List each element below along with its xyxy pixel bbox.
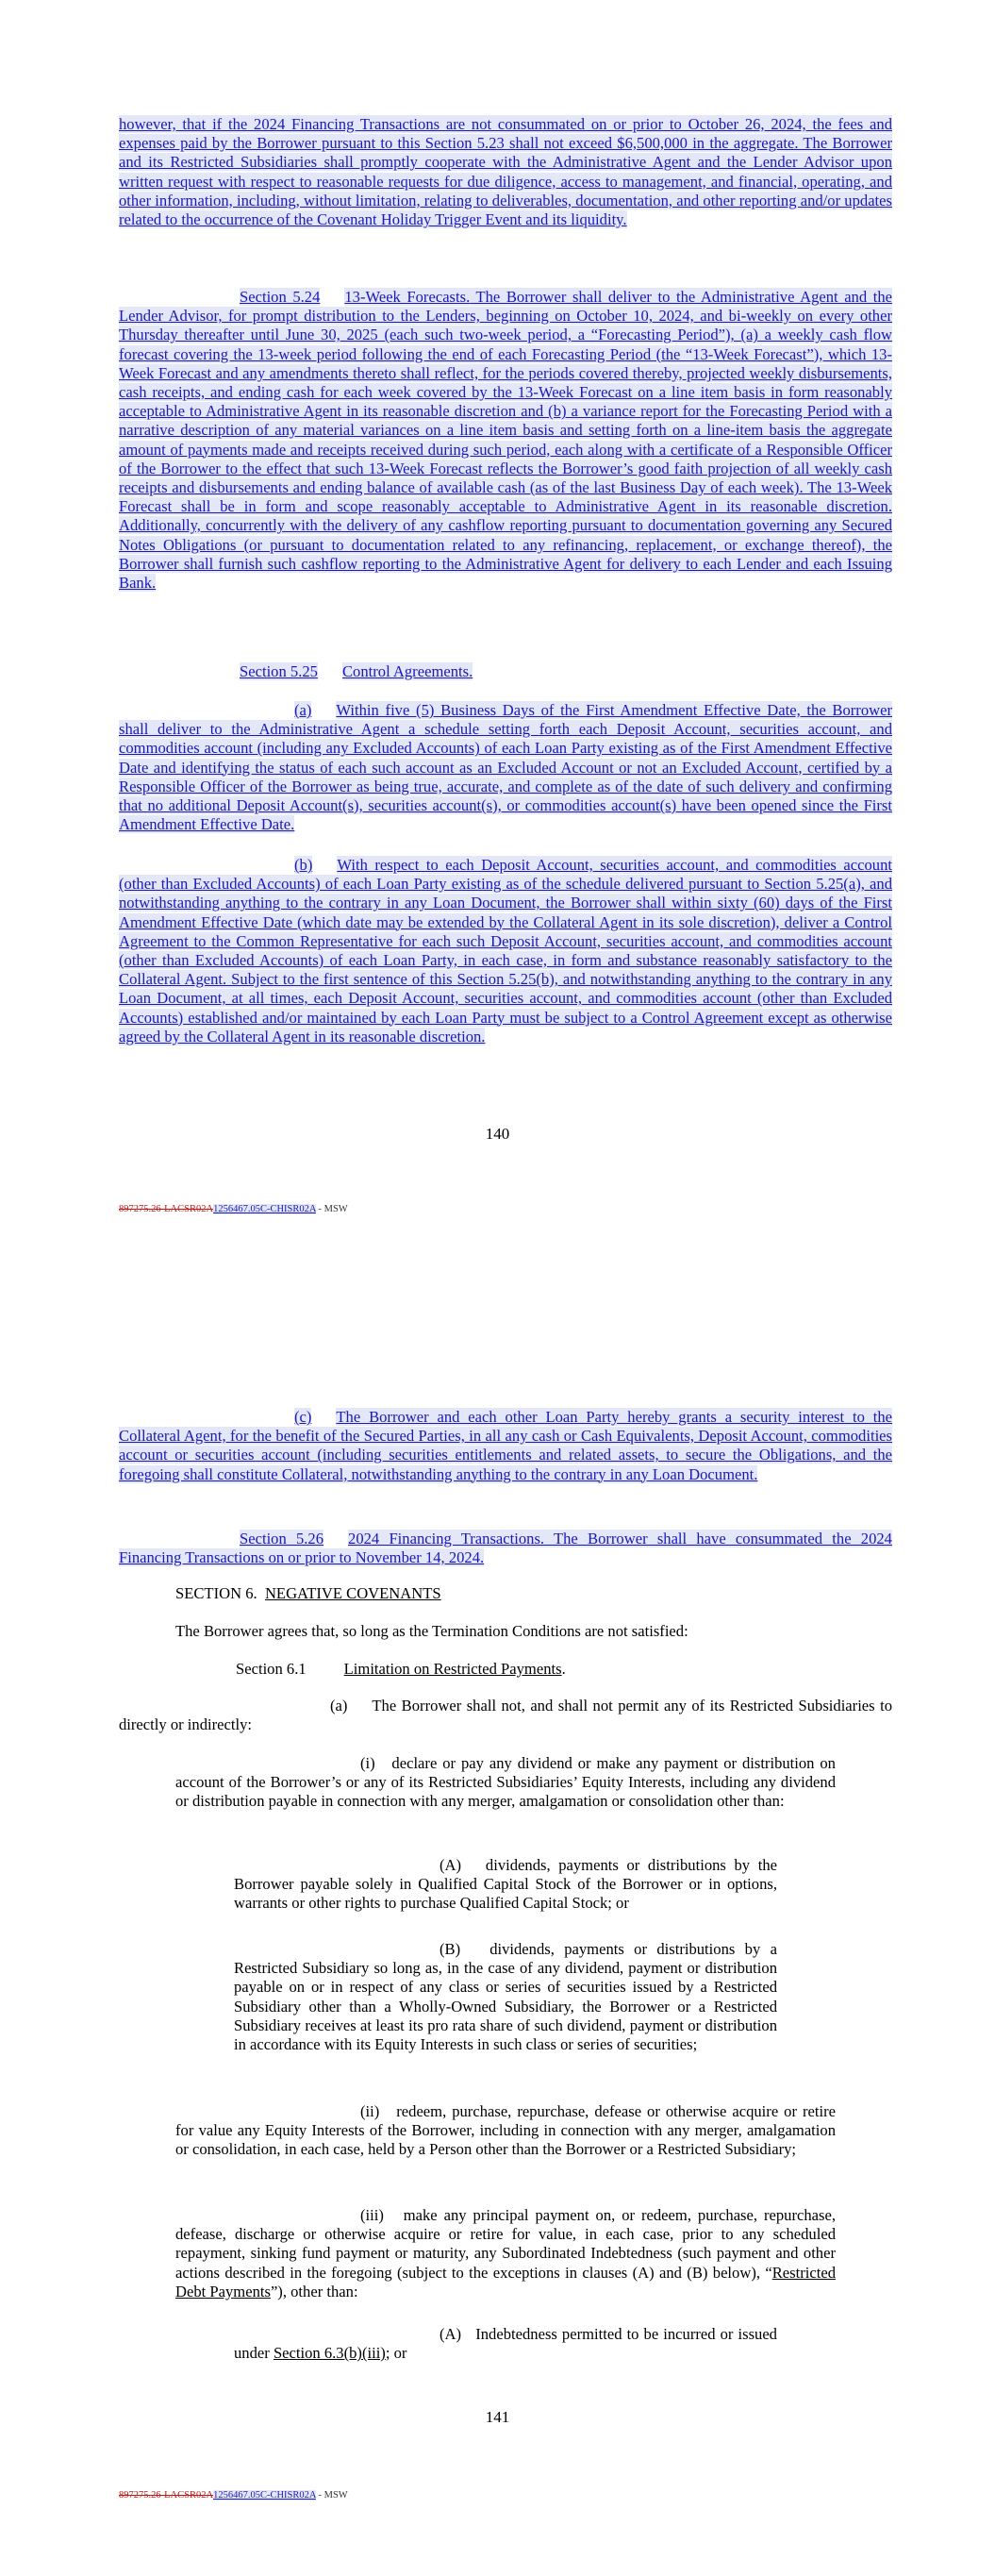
page-141 [0, 1288, 995, 2576]
section-5-24-heading: Section 5.24 [240, 288, 321, 306]
footer-suffix: - MSW [315, 2490, 348, 2501]
section-5-25-heading: Section 5.25 [240, 662, 318, 680]
footer-deleted-id: 897275.26-LACSR02A [119, 2490, 214, 2501]
clause-i-body: declare or pay any dividend or make any payment or distribution on account of the Borrower’s or any of its Restricted Subsidiaries’ Equity Interests, including any dividend or distribution payable in connection with any merger, amalgamation or consolidation other than: [175, 1754, 836, 1811]
section-5-24-body: The Borrower shall deliver to the Administrative Agent and the Lender Advisor, for prompt distribution to the Lenders, beginning on October 10, 2024, and bi-weekly on every other Thursday thereafter until June 30, 2025 (each such two-week period, a “Forecasting Period”), (a) a weekly cash flow forecast covering the 13-week period following the end of each Forecasting Period (the “13-Week Forecast”), which 13-Week Forecast and any amendments thereto shall reflect, for the periods covered thereby, projected weekly disbursements, cash receipts, and ending cash for each week covered by the 13-Week Forecast on a line item basis in form reasonably acceptable to Administrative Agent in its reasonable discretion and (b) a variance report for the Forecasting Period with a narrative description of any material variances on a line item basis and setting forth on a line-item basis the aggregate amount of payments made and receipts received during such period, each along with a certificate of a Responsible Officer of the Borrower to the effect that such 13-Week Forecast reflects the Borrower’s good faith projection of all weekly cash receipts and disbursements and ending balance of available cash (as of the last Business Day of each week). The 13-Week Forecast shall be in form and scope reasonably acceptable to Administrative Agent in its reasonable discretion. Additionally, concurrently with the delivery of any cashflow reporting pursuant to documentation governing any Secured Notes Obligations (or pursuant to documentation related to any refinancing, replacement, or exchange thereof), the Borrower shall furnish such cashflow reporting to the Administrative Agent for delivery to each Lender and each Issuing Bank. [119, 288, 892, 593]
clause-ii-body: redeem, purchase, repurchase, defease or otherwise acquire or retire for value any Equity Interests of the Borrower, including in connection with any merger, amalgamation or consolidation, in each case, held by a Person other than the Borrower or a Restricted Subsidiary; [175, 2102, 836, 2159]
section-6-1-a [119, 1697, 892, 1734]
clause-iii-A-body-part1: Indebtedness permitted to be incurred or issued under [234, 2325, 777, 2363]
clause-i-B-label: (B) [439, 1940, 461, 1958]
clause-label-a: (a) [294, 701, 312, 719]
section-5-26-body: 2024 Financing Transactions. The Borrower shall have consummated the 2024 Financing Transactions on or prior to November 14, 2024. [119, 1530, 892, 1567]
section-6-1-heading-line [119, 1660, 892, 1679]
clause-i-B-body: dividends, payments or distributions by a Restricted Subsidiary so long as, in the case of any dividend, payment or distribution payable on or in respect of any class or series of securities issued by a Restricted Subsidiary other than a Wholly-Owned Subsidiary, the Borrower or a Restricted Subsidiary receives at least its pro rata share of such dividend, payment or distribution in accordance with its Equity Interests in such class or series of securities; [234, 1940, 777, 2054]
section-6-1-heading: Section 6.1 [236, 1660, 307, 1678]
clause-a-body: The Borrower shall not, and shall not permit any of its Restricted Subsidiaries to directly or indirectly: [119, 1697, 892, 1734]
clause-label-c: (c) [294, 1408, 312, 1426]
clause-iii [175, 2206, 836, 2301]
clause-label-a: (a) [330, 1697, 348, 1715]
clause-iii-A [234, 2325, 777, 2363]
section-5-24 [119, 288, 892, 593]
document-footer [119, 2490, 348, 2501]
clause-i-B [234, 1940, 777, 2054]
clause-c-body: The Borrower and each other Loan Party hereby grants a security interest to the Collateral Agent, for the benefit of the Secured Parties, in all any cash or Cash Equivalents, Deposit Account, commodities account or securities account (including securities entitlements and related assets, to secure the Obligations, and the foregoing shall constitute Collateral, notwithstanding anything to the contrary in any Loan Document. [119, 1408, 892, 1483]
clause-i-label: (i) [360, 1754, 375, 1772]
clause-i-A-body: dividends, payments or distributions by the Borrower payable solely in Qualified Capital Stock of the Borrower or in options, warrants or other rights to purchase Qualified Capital Stock; or [234, 1856, 777, 1913]
period: . [561, 1660, 566, 1678]
page-number: 140 [485, 1125, 510, 1143]
section-6-1-title: Limitation on Restricted Payments [343, 1660, 562, 1678]
section-6-intro-text: The Borrower agrees that, so long as the Termination Conditions are not satisfied: [175, 1622, 688, 1640]
clause-ii [175, 2102, 836, 2160]
clause-b-body: With respect to each Deposit Account, securities account, and commodities account (other than Excluded Accounts) of each Loan Party existing as of the schedule delivered pursuant to Section 5.25(a), and notwithstanding anything to the contrary in any Loan Document, the Borrower shall within sixty (60) days of the First Amendment Effective Date (which date may be extended by the Collateral Agent in its sole discretion), deliver a Control Agreement to the Common Representative for each such Deposit Account, securities account, and commodities account (other than Excluded Accounts) of each Loan Party, in each case, in form and substance reasonably satisfactory to the Collateral Agent. Subject to the first sentence of this Section 5.25(b), and notwithstanding anything to the contrary in any Loan Document, at all times, each Deposit Account, securities account, and commodities account (other than Excluded Accounts) established and/or maintained by each Loan Party must be subject to a Control Agreement except as otherwise agreed by the Collateral Agent in its reasonable discretion. [119, 856, 892, 1045]
section-5-25-b [119, 856, 892, 1046]
section-6-title: NEGATIVE COVENANTS [264, 1584, 441, 1602]
clause-iii-body-part1: make any principal payment on, or redeem, purchase, repurchase, defease, discharge or otherwise acquire or retire for value, in each case, prior to any scheduled repayment, sinking fund payment or maturity, any Subordinated Indebtedness (such payment and other actions described in the foregoing (subject to the exceptions in clauses (A) and (B) below), “ [175, 2206, 836, 2282]
clause-iii-A-label: (A) [439, 2325, 462, 2343]
section-6-label: SECTION 6. [175, 1584, 257, 1602]
footer-inserted-id: 1256467.05C-CHISR02A [213, 2490, 316, 2501]
footer-suffix: - MSW [315, 1204, 348, 1214]
clause-a-body: Within five (5) Business Days of the First Amendment Effective Date, the Borrower shall deliver to the Administrative Agent a schedule setting forth each Deposit Account, securities account, and commodities account (including any Excluded Accounts) of each Loan Party existing as of the First Amendment Effective Date and identifying the status of each such account as an Excluded Account or not an Excluded Account, certified by a Responsible Officer of the Borrower as being true, accurate, and complete as of the date of such delivery and confirming that no additional Deposit Account(s), securities account(s), or commodities account(s) have been opened since the First Amendment Effective Date. [119, 701, 892, 834]
clause-i-A-label: (A) [439, 1856, 462, 1874]
defined-term-restricted-debt-payments: Restricted Debt Payments [175, 2263, 836, 2300]
page-number: 141 [485, 2408, 510, 2426]
section-5-25-heading-line [119, 662, 892, 681]
clause-iii-A-body-part2: ; or [385, 2344, 407, 2363]
section-5-26-heading: Section 5.26 [240, 1530, 324, 1547]
section-6-3-b-iii-reference: Section 6.3(b)(iii) [273, 2344, 386, 2363]
inserted-text: however, that if the 2024 Financing Transactions are not consummated on or prior to October 26, 2024, the fees and expenses paid by the Borrower pursuant to this Section 5.23 shall not exceed $6,500,000 in the aggregate. The Borrower and its Restricted Subsidiaries shall promptly cooperate with the Administrative Agent and the Lender Advisor upon written request with respect to reasonable requests for due diligence, access to management, and financial, operating, and other information, including, without limitation, relating to deliverables, documentation, and other reporting and/or updates related to the occurrence of the Covenant Holiday Trigger Event and its liquidity. [119, 115, 892, 229]
section-5-25-title: Control Agreements. [341, 662, 473, 680]
section-5-25-c [119, 1408, 892, 1484]
section-5-24-title: 13-Week Forecasts. [344, 288, 471, 306]
clause-label-b: (b) [294, 856, 313, 874]
clause-i-A [234, 1856, 777, 1914]
section-5-25-a [119, 701, 892, 834]
clause-ii-label: (ii) [360, 2102, 380, 2120]
document-footer [119, 1204, 348, 1214]
clause-iii-body-part2: ”), other than: [270, 2282, 358, 2300]
section-6-intro [119, 1622, 892, 1641]
section-5-26 [119, 1530, 892, 1567]
footer-deleted-id: 897275.26-LACSR02A [119, 1204, 214, 1214]
clause-iii-label: (iii) [360, 2206, 384, 2224]
footer-inserted-id: 1256467.05C-CHISR02A [213, 1204, 316, 1214]
clause-i [175, 1754, 836, 1812]
section-5-23-continuation [119, 115, 892, 229]
section-6-heading [119, 1584, 892, 1603]
